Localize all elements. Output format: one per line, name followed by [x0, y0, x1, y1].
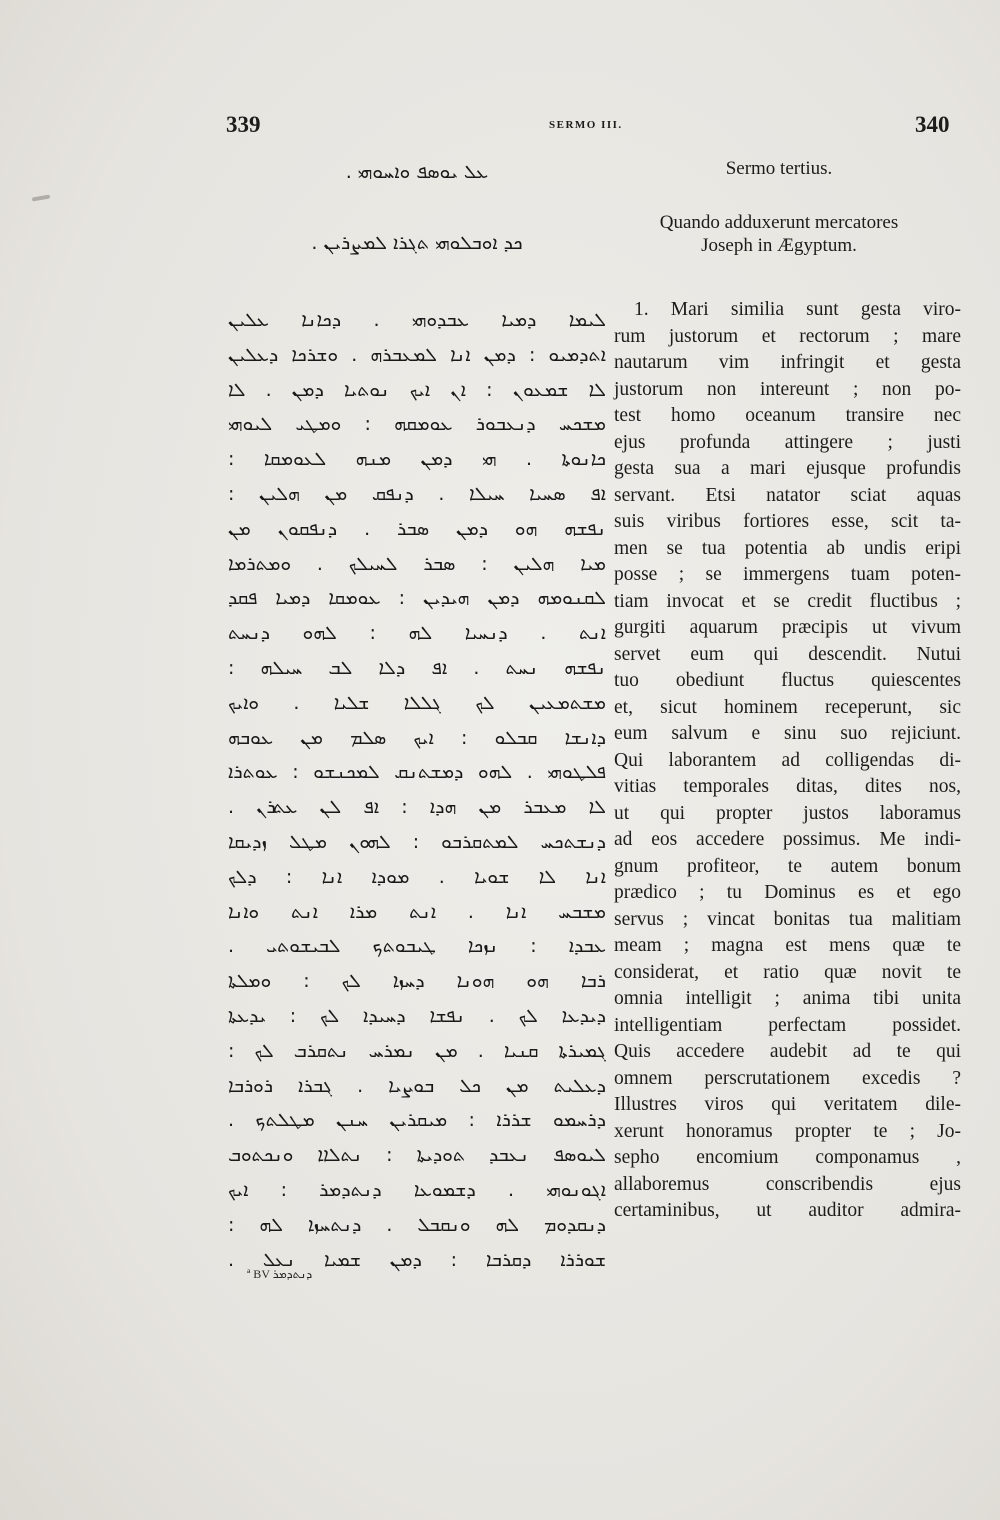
latin-line: test homo oceanum transire nec — [614, 405, 961, 426]
syriac-line: ܡܫܬܡܥܝܢ ܠܟ ܓܠܠܐ ܫܠܝܐ . ܘܐܝܟ — [228, 691, 606, 714]
latin-line: vitias temporales ditas, dites nos, — [614, 776, 961, 797]
syriac-line: ܡܫܒܚ ܐܢܐ . ܐܢܬ ܡܪܐ ܐܢܬ ܘܐܢܐ — [228, 900, 606, 923]
latin-line: justorum non intereunt ; non po- — [614, 378, 961, 400]
syriac-line: ܠܐ ܡܥܒܪ ܡܢ ܗܕܐ : ܐܦ ܠܢ ܥܬܪܢ . — [228, 796, 606, 819]
syriac-line: ܠܝܡܐ ܕܡܝܐ ܥܒܕܘܗܝ . ܕܟܐܢܐ ܥܠܝܢ — [228, 309, 606, 331]
latin-line: considerat, et ratio quæ novit te — [614, 961, 961, 983]
latin-line: et, sicut hominem receperunt, sic — [614, 696, 961, 718]
latin-line: omnia intelligit ; anima tibi unita — [614, 988, 961, 1009]
latin-line: gurgiti aquarum præcipis ut vivum — [614, 617, 961, 638]
syriac-line: ܓܡܝܪܬܐ ܩܢܝܐ . ܡܢ ܢܡܪܚ ܢܬܩܪܒ ܠܟ : — [228, 1039, 606, 1062]
latin-line: servus ; vincat bonitas tua malitiam — [614, 908, 961, 930]
syriac-line: ܠܐ ܫܡܥܘܢ : ܐܢ ܐܝܟ ܢܘܬܝܐ ܕܡܢ . ܠܐ — [228, 378, 606, 401]
syriac-line: ܕܐܢܫܐ ܩܒܠܘ : ܐܝܟ ܣܠܡ ܡܢ ܥܘܒܗ — [228, 726, 606, 749]
latin-line: intelligentiam perfectam possidet. — [614, 1014, 961, 1036]
syriac-line: ܕܪܚܡܘ ܫܪܪܐ : ܡܝܩܪܝܢ ܚܢܢ ܡܛܠܬܟ . — [228, 1109, 606, 1132]
latin-line: men se tua potentia ab undis eripi — [614, 537, 961, 559]
syriac-line: ܡܝܐ ܗܠܝܢ : ܣܒܪ ܠܚܝܠܟ . ܘܡܬܪܡܐ — [228, 552, 606, 575]
latin-line: omnem perscrutationem excedis ? — [614, 1067, 961, 1089]
latin-line: certaminibus, ut auditor admira- — [614, 1200, 961, 1221]
latin-line: Illustres viros qui veritatem dile- — [614, 1094, 961, 1115]
latin-line: tuo obediunt fluctus quiescentes — [614, 670, 961, 691]
syriac-line: ܐܢܬ . ܕܢܚܝܐ ܠܗ : ܠܗܘ ܕܢܚܬ — [228, 622, 606, 645]
syriac-line: ܢܦܫܗ ܢܚܬ . ܐܦ ܕܠܐ ܠܒ ܚܝܠܗ : — [228, 657, 606, 679]
syriac-line: ܪܒܐ ܗܘ ܗܘܢܐ ܕܚܙܐ ܠܟ : ܘܡܠܬܐ — [228, 970, 606, 993]
latin-line: rum justorum et rectorum ; mare — [614, 325, 961, 347]
latin-line: meam ; magna est mens quæ te — [614, 935, 961, 956]
syriac-line: ܕܢܩܕܘܡ ܠܗ ܘܢܩܒܠ . ܕܢܬܚܙܐ ܠܗ : — [228, 1213, 606, 1236]
latin-line: Quis accedere audebit ad te qui — [614, 1041, 961, 1062]
latin-title: Sermo tertius. — [725, 158, 833, 179]
syriac-line: ܠܩܢܘܡܗ ܕܡܢ ܗܝܕܝܢ : ܥܘܡܩܐ ܕܡܝܐ ܦܩܕ — [228, 587, 606, 610]
latin-line: ejus profunda attingere ; justi — [614, 431, 961, 453]
syriac-line: ܡܫܟܚ ܕܢܥܒܘܪ ܥܘܡܩܗ : ܘܡܛܝ ܠܝܘܗܝ — [228, 413, 606, 436]
syriac-line: ܫܘܪܪܐ ܕܩܪܒܐ : ܕܡܢ ܫܡܝܐ ܢܥܠ . — [228, 1248, 606, 1271]
latin-line: 1. Mari similia sunt gesta viro- — [634, 299, 961, 320]
latin-line: ut qui propter justos laboramus — [614, 802, 961, 824]
latin-line: gesta sua a mari ejusque profundis — [614, 458, 961, 479]
latin-line: posse ; se immergens tuam poten- — [614, 564, 961, 585]
latin-line: gnum profiteor, te autem bonum — [614, 855, 961, 877]
syriac-line: ܐܬܕܡܝܘ : ܕܡܢ ܐܢܐ ܠܡܥܒܪܗ . ܘܫܪܟܐ ܕܥܠܝܢ — [228, 343, 606, 366]
latin-line: eum salvum e sinu suo rejiciunt. — [614, 723, 961, 744]
latin-line: prædico ; tu Dominus es et ego — [614, 882, 961, 903]
ink-smudge — [32, 194, 50, 201]
latin-line: tiam invocat et se credit fluctibus ; — [614, 590, 961, 612]
page-number-left: 339 — [226, 112, 261, 137]
latin-subtitle-1: Quando adduxerunt mercatores — [659, 212, 899, 233]
syriac-line: ܐܓܘܢܘܗܝ . ܕܫܡܘܥܐ ܕܢܬܕܡܪ : ܐܝܟ — [228, 1179, 606, 1201]
running-head: SERMO III. — [549, 119, 623, 131]
latin-line: servant. Etsi natator sciat aquas — [614, 484, 961, 506]
page-number-right: 340 — [915, 112, 950, 137]
latin-line: xerunt honoramus propter te ; Jo- — [614, 1120, 961, 1142]
syriac-line: ܐܢܐ ܠܐ ܫܘܝܐ . ܡܘܕܐ ܐܢܐ : ܕܠܟ — [228, 865, 606, 888]
latin-line: servet eum qui descendit. Nutui — [614, 643, 961, 665]
latin-line: nautarum vim infringit et gesta — [614, 352, 961, 373]
syriac-line: ܠܝܘܣܦ ܢܥܒܕ ܬܘܕܝܬܐ : ܢܬܠܐܐ ܘܢܟܬܘܒ — [228, 1144, 606, 1167]
syriac-line: ܥܒܕܐ : ܢܙܟܐ ܛܝܒܘܬܟ ܠܒܝܫܘܬܝ . — [228, 935, 606, 958]
latin-line: Qui laborantem ad colligendas di- — [614, 749, 961, 771]
syriac-line: ܟܐܢܘܬܐ . ܗܝ ܕܡܢ ܡܢܗ ܠܥܘܡܩܐ : — [228, 448, 606, 471]
syriac-line: ܦܠܛܘܗܝ . ܠܗܘ ܕܡܫܬܢܩ ܠܡܟܢܫܘ : ܥܘܬܪܐ — [228, 761, 606, 784]
latin-subtitle-2: Joseph in Ægyptum. — [701, 235, 857, 256]
syriac-line: ܕܝܕܥܐ ܠܟ . ܢܦܫܐ ܕܚܝܕܐ ܠܟ : ܝܕܥܬܐ — [228, 1005, 606, 1027]
footnote: ª BV ܕܢܬܕܡܪ — [247, 1267, 313, 1281]
syriac-line: ܐܦ ܣܚܝܐ ܚܝܠܐ . ܕܢܦܩ ܡܢ ܗܠܝܢ : — [228, 483, 606, 505]
latin-line: allaboremus conscribendis ejus — [614, 1173, 961, 1195]
syriac-line: ܕܢܫܬܟܚ ܠܡܬܩܪܒܘ : ܠܗܘܢ ܡܛܠ ܙܕܝܩܐ — [228, 831, 606, 853]
latin-line: sepho encomium componamus , — [614, 1147, 961, 1168]
syriac-subtitle: ܟܕ ܐܘܒܠܘܗܝ ܬܓܪܐ ܠܡܨܪܝܢ . — [311, 232, 523, 254]
syriac-title: ܥܠ ܝܘܣܦ ܘܐܚܘܗܝ . — [345, 161, 489, 183]
syriac-line: ܢܦܫܗ ܗܘ ܕܡܢ ܣܒܪ . ܕܢܦܩܘܢ ܡܢ — [228, 517, 606, 540]
syriac-line: ܕܥܠܝܬ ܡܢ ܟܠ ܒܘܨܝܐ . ܓܒܪܐ ܪܘܪܒܐ — [228, 1074, 606, 1097]
latin-line: ad eos accedere possimus. Me indi- — [614, 829, 961, 850]
latin-line: suis viribus fortiores esse, scit ta- — [614, 511, 961, 532]
